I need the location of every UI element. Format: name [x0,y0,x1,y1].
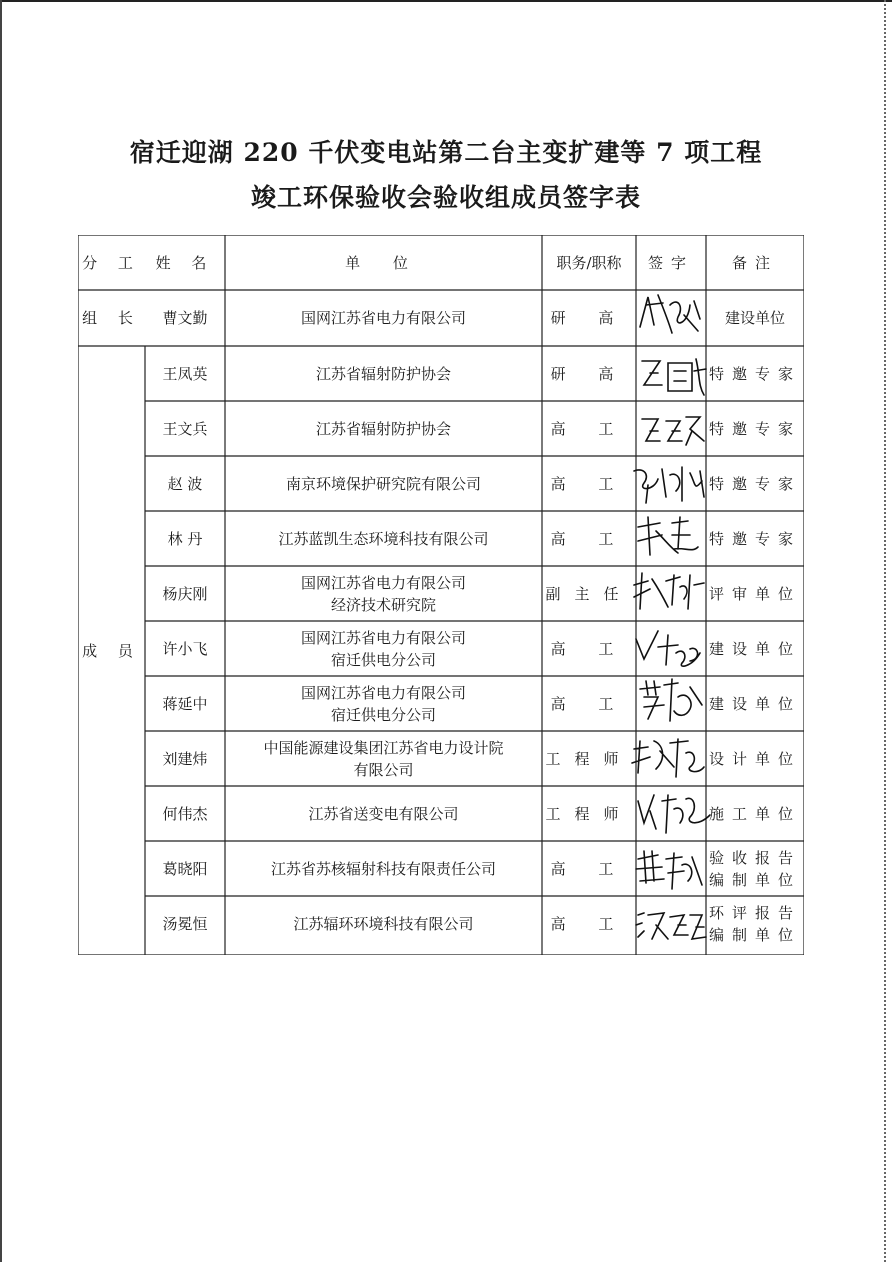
header-signature: 签字 [647,253,694,272]
scan-top-edge [0,0,892,2]
member-position: 高 工 [550,914,628,933]
member-position: 研 高 [550,364,628,383]
member-remark [706,841,804,896]
member-name: 蒋延中 [162,694,208,713]
header-role: 分 工 [82,253,141,272]
member-unit [225,731,542,786]
leader-remark: 建设单位 [724,309,785,327]
member-position: 高 工 [550,694,628,713]
member-unit-line: 中国能源建设集团江苏省电力设计院 [263,738,504,757]
member-unit-line: 江苏蓝凯生态环境科技有限公司 [278,529,489,548]
member-name: 汤冕恒 [162,914,208,933]
member-unit-line: 宿迁供电分公司 [330,650,436,669]
leader-position: 研 高 [550,309,628,327]
member-remark-line: 建设单位 [708,639,801,658]
header-position: 职务/职称 [556,253,622,272]
member-unit-line: 国网江苏省电力有限公司 [300,628,466,647]
member-remark-line: 建设单位 [708,694,801,713]
member-name: 王文兵 [162,419,208,438]
member-unit [225,896,542,951]
member-unit-line: 宿迁供电分公司 [330,705,436,724]
member-remark [706,621,804,676]
member-position: 工程师 [545,804,633,823]
member-unit-line: 江苏辐环环境科技有限公司 [293,914,474,933]
member-position: 副主任 [545,584,633,603]
member-name: 刘建炜 [162,749,208,768]
member-unit-line: 江苏省苏核辐射科技有限责任公司 [270,859,496,878]
member-name: 葛晓阳 [162,859,208,878]
member-unit [225,511,542,566]
header-unit: 单 位 [345,253,422,272]
member-unit-line: 经济技术研究院 [330,595,436,614]
member-remark-line: 特邀专家 [708,474,801,493]
member-unit-line: 江苏省辐射防护协会 [315,419,451,438]
leader-role: 组 长 [82,309,141,327]
member-remark-line: 编制单位 [708,925,801,944]
member-position: 工程师 [545,749,633,768]
member-unit [225,841,542,896]
member-role: 成 员 [82,641,141,660]
member-remark [706,676,804,731]
member-unit-line: 有限公司 [353,760,414,779]
member-position: 高 工 [550,639,628,658]
member-remark-line: 特邀专家 [708,419,801,438]
signature-table [78,235,804,955]
member-remark-line: 评审单位 [708,584,801,603]
document-title-line-2: 竣工环保验收会验收组成员签字表 [250,183,641,212]
member-unit [225,456,542,511]
member-position: 高 工 [550,529,628,548]
member-unit [225,346,542,401]
member-unit-line: 国网江苏省电力有限公司 [300,573,466,592]
member-remark-line: 验收报告 [708,848,801,867]
member-remark-line: 特邀专家 [708,529,801,548]
header-name: 姓 名 [155,253,215,272]
member-unit [225,566,542,621]
document-title-line-1: 宿迁迎湖 220 千伏变电站第二台主变扩建等 7 项工程 [129,138,763,167]
member-remark [706,896,804,951]
member-remark [706,456,804,511]
member-name: 赵 波 [167,474,203,493]
member-unit-line: 南京环境保护研究院有限公司 [285,474,481,493]
member-unit [225,401,542,456]
member-unit [225,786,542,841]
member-position: 高 工 [550,474,628,493]
member-name: 王凤英 [162,364,208,383]
member-unit-line: 国网江苏省电力有限公司 [300,683,466,702]
member-remark-line: 施工单位 [708,804,801,823]
member-position: 高 工 [550,419,628,438]
member-remark-line: 环评报告 [708,903,801,922]
member-remark [706,566,804,621]
member-name: 许小飞 [162,639,208,658]
member-remark [706,511,804,566]
member-unit-line: 江苏省辐射防护协会 [315,364,451,383]
member-name: 林 丹 [167,529,203,548]
member-name: 杨庆刚 [162,584,208,603]
member-remark-line: 设计单位 [708,749,801,768]
member-remark-line: 编制单位 [708,870,801,889]
member-remark [706,401,804,456]
leader-unit: 国网江苏省电力有限公司 [300,309,466,327]
member-remark [706,346,804,401]
member-unit-line: 江苏省送变电有限公司 [308,804,459,823]
member-remark-line: 特邀专家 [708,364,801,383]
header-remark: 备注 [731,253,778,272]
member-name: 何伟杰 [162,804,208,823]
member-remark [706,786,804,841]
member-position: 高 工 [550,859,628,878]
member-remark [706,731,804,786]
member-unit [225,621,542,676]
leader-name: 曹文勤 [162,309,208,327]
member-unit [225,676,542,731]
